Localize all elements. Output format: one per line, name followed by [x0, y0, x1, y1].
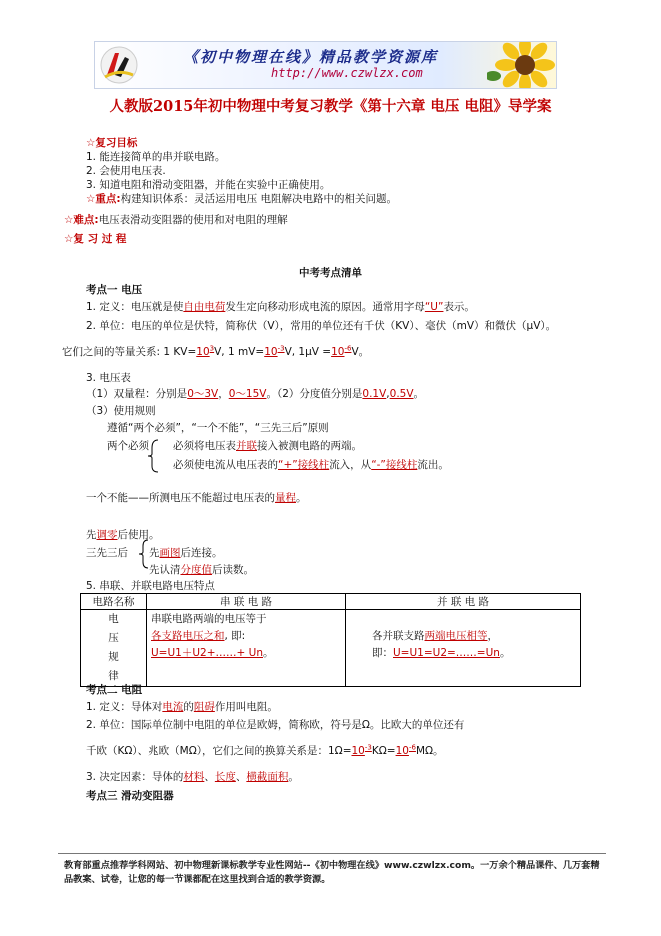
banner-url[interactable]: http://www.czwlzx.com — [271, 66, 423, 80]
document-title: 人教版2015年初中物理中考复习教学《第十六章 电压 电阻》导学案 — [109, 98, 552, 115]
row-label: 电 压 规 律 — [81, 610, 147, 687]
kp2-title: 考点二 电阻 — [86, 684, 143, 696]
answer-blank: 并联 — [236, 440, 257, 452]
must-label: 两个必须 — [107, 440, 149, 452]
kp2-unit: 2. 单位：国际单位制中电阻的单位是欧姆，简称欧，符号是Ω。比欧大的单位还有 — [86, 719, 465, 731]
three-first-1: 先调零后使用。 — [86, 529, 160, 541]
key-point-text: 构建知识体系：灵活运用电压 电阻解决电路中的相关问题。 — [120, 193, 397, 205]
three-first-3: 先认清分度值后读数。 — [149, 564, 254, 576]
section-title: 中考考点清单 — [299, 267, 362, 279]
answer-blank: 0.1V — [362, 388, 387, 400]
goals-heading: ☆复习目标 — [86, 137, 138, 149]
answer-blank: 调零 — [96, 529, 118, 541]
answer-blank: 量程 — [275, 492, 296, 504]
answer-blank: 自由电荷 — [183, 301, 226, 313]
answer-blank: 10 — [196, 346, 210, 358]
answer-blank: 0.5V — [389, 388, 414, 400]
site-logo-icon — [99, 45, 139, 85]
kp2-factors: 3. 决定因素：导体的材料、长度、横截面积。 — [86, 771, 299, 783]
difficult-point-label: ☆难点: — [64, 214, 99, 226]
answer-blank: 10 — [351, 745, 365, 757]
rules-title: （3）使用规则 — [86, 405, 156, 417]
key-point-label: ☆重点: — [86, 193, 121, 205]
kp1-title: 考点一 电压 — [86, 284, 143, 296]
series-cell: 串联电路两端的电压等于 各支路电压之和, 即: U=U1＋U2+……+ Un。 — [147, 610, 346, 687]
kp1-definition: 1. 定义：电压就是使自由电荷发生定向移动形成电流的原因。通常用字母“U”表示。 — [86, 301, 475, 313]
table-title: 5. 串联、并联电路电压特点 — [86, 580, 215, 592]
answer-blank: 10 — [331, 346, 345, 358]
answer-blank: 长度 — [214, 771, 236, 783]
answer-blank: 分度值 — [180, 564, 212, 576]
answer-blank: 10 — [264, 346, 278, 358]
goal-item: 1. 能连接简单的串并联电路。 — [86, 151, 226, 163]
answer-blank: “-”接线柱 — [371, 459, 418, 471]
answer-blank: 材料 — [183, 771, 205, 783]
page-footer: 教育部重点推荐学科网站、初中物理新课标教学专业性网站--《初中物理在线》www.czwlzx.com。一万余个精品课件、几万套精品教案、试卷，让您的每一节课都配在这里找到合适的教学资源。 — [64, 860, 600, 885]
kp2-definition: 1. 定义：导体对电流的阻碍作用叫电阻。 — [86, 701, 278, 713]
answer-blank: 两端电压相等 — [424, 630, 488, 642]
table-header: 串 联 电 路 — [147, 594, 346, 610]
answer-blank: “U” — [424, 301, 444, 313]
three-first-label: 三先三后 — [86, 547, 128, 559]
must-rule-2: 必须使电流从电压表的“+”接线柱流入，从“-”接线柱流出。 — [173, 459, 449, 471]
table-header: 并 联 电 路 — [346, 594, 581, 610]
voltmeter-range: （1）双量程：分别是0～3V，0～15V。（2）分度值分别是0.1V,0.5V。 — [86, 388, 425, 400]
review-process-heading: ☆复 习 过 程 — [64, 233, 127, 245]
kp1-relation: 它们之间的等量关系: 1 $KV=10^3V$, 1 $mV=10^{-3}V$, $1\mu V =10^{-6}V$。 — [62, 344, 370, 358]
answer-blank: U=U1＋U2+……+ Un — [151, 647, 263, 659]
brace-icon — [146, 438, 160, 474]
footer-divider — [58, 853, 606, 854]
kp1-unit: 2. 单位：电压的单位是伏特，简称伏（V），常用的单位还有千伏（KV）、毫伏（mV）和微伏（μV）。 — [86, 320, 557, 332]
answer-blank: U=U1=U2=……=Un — [393, 647, 500, 659]
parallel-cell: 各并联支路两端电压相等， 即：U=U1=U2=……=Un。 — [346, 610, 581, 687]
answer-blank: 阻碍 — [193, 701, 215, 713]
voltage-comparison-table — [80, 593, 581, 687]
must-rule-1: 必须将电压表并联接入被测电路的两端。 — [173, 440, 362, 452]
answer-blank: 横截面积 — [246, 771, 289, 783]
table-header: 电路名称 — [81, 594, 147, 610]
answer-blank: 0～3V — [187, 388, 219, 400]
voltmeter-title: 3. 电压表 — [86, 372, 131, 384]
site-banner — [94, 41, 557, 89]
goal-item: 3. 知道电阻和滑动变阻器，并能在实验中正确使用。 — [86, 179, 331, 191]
answer-blank: 10 — [395, 745, 409, 757]
answer-blank: 各支路电压之和 — [151, 630, 225, 642]
difficult-point-text: 电压表滑动变阻器的使用和对电阻的理解 — [98, 214, 288, 226]
banner-title: 《初中物理在线》精品教学资源库 — [183, 48, 439, 66]
rules-principle: 遵循“两个必须”，“一个不能”，“三先三后”原则 — [107, 422, 329, 434]
answer-blank: 0～15V — [228, 388, 267, 400]
kp2-relation: 千欧（KΩ）、兆欧（MΩ），它们之间的换算关系是：$1\Omega=10^{-3}K\Omega=10^{-6}M\Omega$。 — [86, 743, 444, 757]
three-first-2: 先画图后连接。 — [149, 547, 223, 559]
answer-blank: “+”接线柱 — [278, 459, 330, 471]
cannot-rule: 一个不能——所测电压不能超过电压表的量程。 — [86, 492, 307, 504]
goal-item: 2. 会使用电压表. — [86, 165, 166, 177]
sunflower-icon — [487, 41, 557, 89]
kp3-title: 考点三 滑动变阻器 — [86, 790, 174, 802]
answer-blank: 电流 — [162, 701, 184, 713]
answer-blank: 画图 — [159, 547, 181, 559]
